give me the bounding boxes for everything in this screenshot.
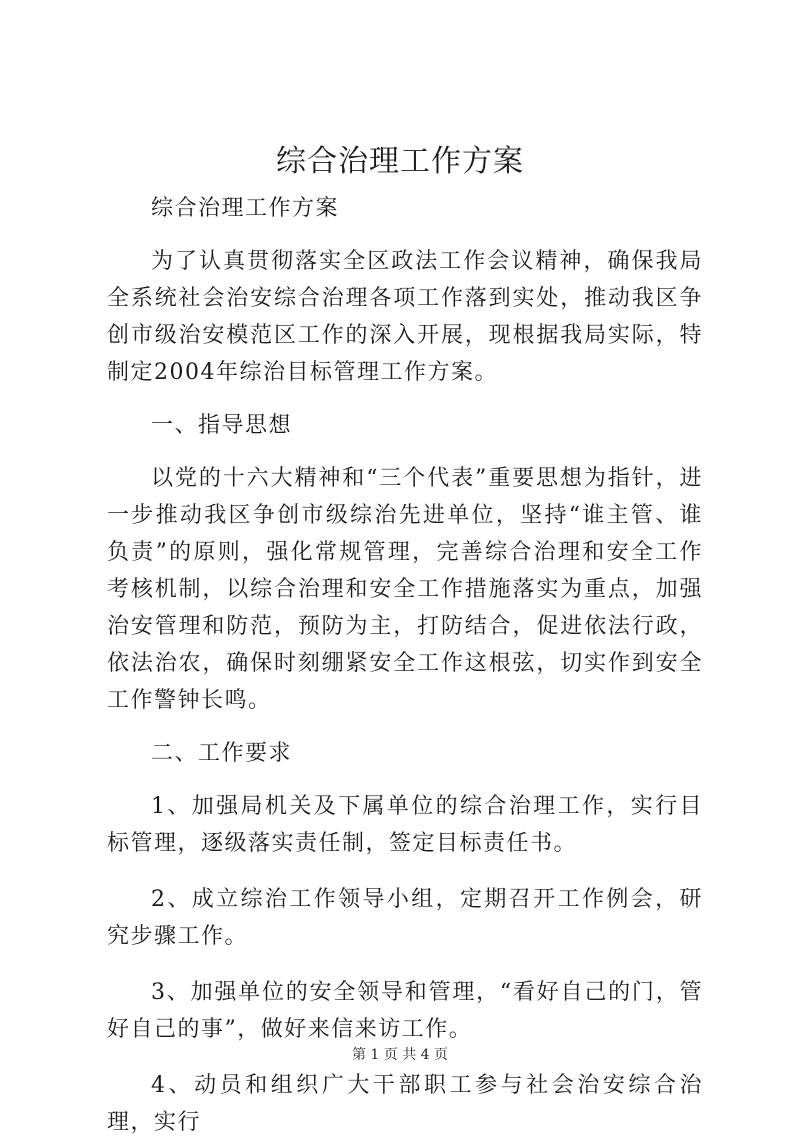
heading-work-requirements: 二、工作要求 xyxy=(151,741,293,766)
paragraph-requirement-3: 3、加强单位的安全领导和管理，“看好自己的门，管好自己的事”，做好来信来访工作。 xyxy=(107,980,703,1042)
page-footer: 第 1 页 共 4 页 xyxy=(351,1047,449,1063)
document-title: 综合治理工作方案 xyxy=(276,144,524,179)
paragraph-guiding-thought: 以党的十六大精神和“三个代表”重要思想为指针，进一步推动我区争创市级综治先进单位，坚持“谁主管、谁负责”的原则，强化常规管理，完善综合治理和安全工作考核机制，以综合治理和安全工作措施落实为重点，加强治安管理和防范，预防为主，打防结合，促进依法行政，依法治农，确保时刻绷紧安全工作这根弦，切实作到安全工作警钟长鸣。 xyxy=(107,466,703,713)
document-body xyxy=(107,190,703,1141)
paragraph-requirement-1: 1、加强局机关及下属单位的综合治理工作，实行目标管理，逐级落实责任制，签定目标责任书。 xyxy=(107,794,703,856)
heading-guiding-thought: 一、指导思想 xyxy=(151,413,293,438)
paragraph-subtitle: 综合治理工作方案 xyxy=(151,196,340,221)
paragraph-intro: 为了认真贯彻落实全区政法工作会议精神，确保我局全系统社会治安综合治理各项工作落到实处，推动我区争创市级治安模范区工作的深入开展，现根据我局实际，特制定2004年综治目标管理工作方案。 xyxy=(107,249,703,385)
paragraph-requirement-2: 2、成立综治工作领导小组，定期召开工作例会，研究步骤工作。 xyxy=(107,887,703,949)
paragraph-requirement-4: 4、动员和组织广大干部职工参与社会治安综合治理，实行 xyxy=(107,1073,703,1135)
